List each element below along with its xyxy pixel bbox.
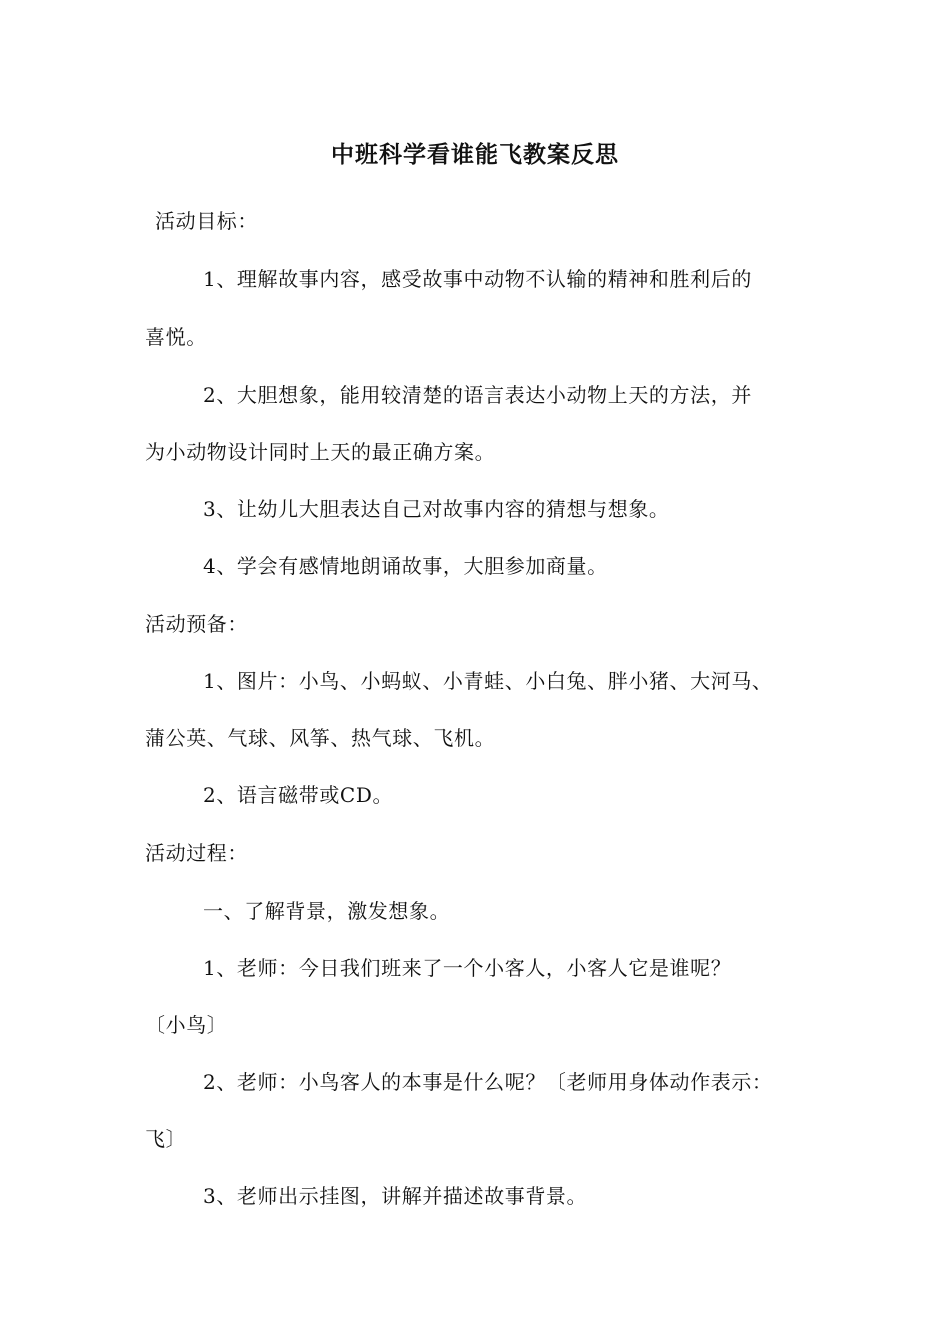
paragraph-line: 3、让幼儿大胆表达自己对故事内容的猜想与想象。 xyxy=(203,497,670,521)
paragraph-line: 2、语言磁带或CD。 xyxy=(203,783,394,807)
paragraph-line: 4、学会有感情地朗诵故事，大胆参加商量。 xyxy=(203,554,608,578)
paragraph-line: 一、了解背景，激发想象。 xyxy=(203,899,451,923)
section-heading-goals: 活动目标： xyxy=(155,209,258,233)
paragraph-line: 为小动物设计同时上天的最正确方案。 xyxy=(145,440,496,464)
paragraph-line: 3、老师出示挂图，讲解并描述故事背景。 xyxy=(203,1184,588,1208)
paragraph-line: 蒲公英、气球、风筝、热气球、飞机。 xyxy=(145,726,496,750)
paragraph-line: 1、图片：小鸟、小蚂蚁、小青蛙、小白兔、胖小猪、大河马、 xyxy=(203,669,773,693)
section-heading-process: 活动过程： xyxy=(145,841,248,865)
paragraph-line: 喜悦。 xyxy=(145,325,207,349)
paragraph-line: 〔小鸟〕 xyxy=(145,1013,228,1037)
paragraph-line: 2、大胆想象，能用较清楚的语言表达小动物上天的方法，并 xyxy=(203,383,752,407)
paragraph-line: 飞〕 xyxy=(145,1127,187,1151)
section-heading-preparation: 活动预备： xyxy=(145,612,248,636)
paragraph-line: 1、理解故事内容，感受故事中动物不认输的精神和胜利后的 xyxy=(203,267,752,291)
paragraph-line: 1、老师：今日我们班来了一个小客人，小客人它是谁呢？ xyxy=(203,956,732,980)
document-title: 中班科学看谁能飞教案反思 xyxy=(331,141,619,168)
paragraph-line: 2、老师：小鸟客人的本事是什么呢？〔老师用身体动作表示： xyxy=(203,1070,773,1094)
